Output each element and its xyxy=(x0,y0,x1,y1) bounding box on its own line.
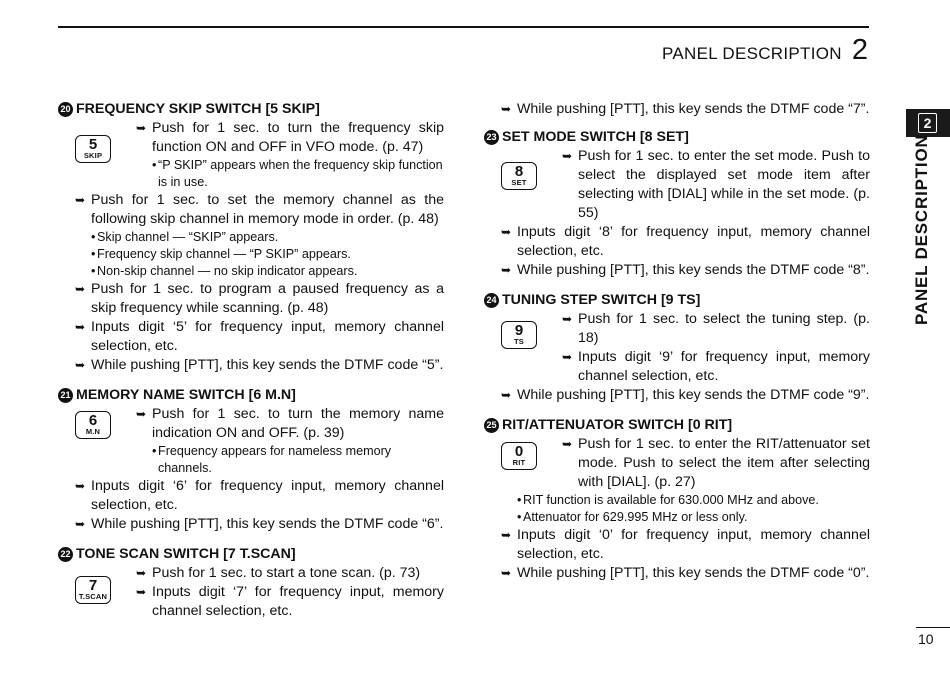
right-column xyxy=(484,100,870,583)
arrow-icon: ➥ xyxy=(562,350,573,364)
bullet-item: • “P SKIP” appears when the frequency skip function is in use. xyxy=(152,158,443,189)
list-item: ➥ Push for 1 sec. to select the tuning step. (p. 18) xyxy=(562,311,870,346)
section-heading: TONE SCAN SWITCH [7 T.SCAN] xyxy=(76,546,296,562)
side-tab-number: 2 xyxy=(918,113,937,133)
bullet-item: • Frequency skip channel — “P SKIP” appears. xyxy=(91,247,351,261)
section-title xyxy=(484,128,870,147)
list-item: ➥ Push for 1 sec. to enter the RIT/attenuator set mode. Push to select the item after selecting with [DIAL]. (p. 27) xyxy=(562,436,870,490)
list-item: ➥ Inputs digit ‘0’ for frequency input, memory channel selection, etc. xyxy=(501,527,870,562)
list-item: ➥ While pushing [PTT], this key sends the DTMF code “7”. xyxy=(501,101,870,117)
list-item: ➥ Inputs digit ‘6’ for frequency input, memory channel selection, etc. xyxy=(75,478,444,513)
key-5-skip-icon: 5 SKIP xyxy=(75,135,111,163)
bullet-item: • Attenuator for 629.995 MHz or less only. xyxy=(517,510,748,524)
section-heading: FREQUENCY SKIP SWITCH [5 SKIP] xyxy=(76,101,320,117)
list-item: ➥ While pushing [PTT], this key sends the DTMF code “9”. xyxy=(501,387,870,403)
list-item: ➥ Push for 1 sec. to turn the memory name indication ON and OFF. (p. 39) xyxy=(136,406,444,441)
list-item: ➥ Inputs digit ‘8’ for frequency input, memory channel selection, etc. xyxy=(501,224,870,259)
section-title xyxy=(484,416,870,435)
page-number: 10 xyxy=(918,631,934,647)
header-title: PANEL DESCRIPTION xyxy=(662,44,842,63)
circled-number: 24 xyxy=(484,293,499,308)
arrow-icon: ➥ xyxy=(75,358,86,372)
section-24 xyxy=(484,291,870,405)
list-item: ➥ While pushing [PTT], this key sends the DTMF code “8”. xyxy=(501,262,870,278)
list-item: ➥ Push for 1 sec. to turn the frequency skip function ON and OFF in VFO mode. (p. 47) xyxy=(136,120,444,155)
section-heading: MEMORY NAME SWITCH [6 M.N] xyxy=(76,387,296,403)
list-item: ➥ Push for 1 sec. to program a paused frequency as a skip frequency while scanning. (p. 48) xyxy=(75,281,444,316)
section-heading: SET MODE SWITCH [8 SET] xyxy=(502,129,689,145)
list-item: ➥ While pushing [PTT], this key sends the DTMF code “6”. xyxy=(75,516,444,532)
arrow-icon: ➥ xyxy=(501,102,512,116)
key-9-ts-icon: 9 TS xyxy=(501,321,537,349)
section-title xyxy=(58,386,444,405)
arrow-icon: ➥ xyxy=(562,312,573,326)
list-item: ➥ Inputs digit ‘7’ for frequency input, memory channel selection, etc. xyxy=(136,584,444,619)
arrow-icon: ➥ xyxy=(136,585,147,599)
arrow-icon: ➥ xyxy=(562,149,573,163)
section-title xyxy=(58,545,444,564)
arrow-icon: ➥ xyxy=(136,121,147,135)
list-item: ➥ Push for 1 sec. to set the memory channel as the following skip channel in memory mode in order. (p. 48) xyxy=(75,192,444,227)
section-22 xyxy=(58,545,444,621)
arrow-icon: ➥ xyxy=(136,566,147,580)
arrow-icon: ➥ xyxy=(501,263,512,277)
circled-number: 21 xyxy=(58,388,73,403)
section-25 xyxy=(484,416,870,583)
bullet-item: • Frequency appears for nameless memory channels. xyxy=(152,444,392,475)
arrow-icon: ➥ xyxy=(501,388,512,402)
arrow-icon: ➥ xyxy=(75,193,86,207)
section-heading: RIT/ATTENUATOR SWITCH [0 RIT] xyxy=(502,417,733,433)
section-title xyxy=(484,291,870,310)
key-7-tscan-icon: 7 T.SCAN xyxy=(75,576,111,604)
circled-number: 25 xyxy=(484,418,499,433)
list-item: ➥ While pushing [PTT], this key sends the DTMF code “5”. xyxy=(75,357,444,373)
list-item: ➥ Inputs digit ‘5’ for frequency input, memory channel selection, etc. xyxy=(75,319,444,354)
bullet-item: • Skip channel — “SKIP” appears. xyxy=(91,230,279,244)
section-20 xyxy=(58,100,444,375)
list-item: ➥ Push for 1 sec. to start a tone scan. (p. 73) xyxy=(136,565,421,581)
chapter-number: 2 xyxy=(851,34,868,66)
arrow-icon: ➥ xyxy=(136,407,147,421)
bullet-item: • RIT function is available for 630.000 MHz and above. xyxy=(517,493,819,507)
arrow-icon: ➥ xyxy=(75,479,86,493)
key-6-mn-icon: 6 M.N xyxy=(75,411,111,439)
circled-number: 23 xyxy=(484,130,499,145)
bullet-item: • Non-skip channel — no skip indicator appears. xyxy=(91,264,358,278)
arrow-icon: ➥ xyxy=(75,320,86,334)
section-title xyxy=(58,100,444,119)
arrow-icon: ➥ xyxy=(501,566,512,580)
arrow-icon: ➥ xyxy=(75,517,86,531)
key-8-set-icon: 8 SET xyxy=(501,162,537,190)
section-heading: TUNING STEP SWITCH [9 TS] xyxy=(502,292,701,308)
arrow-icon: ➥ xyxy=(75,282,86,296)
circled-number: 20 xyxy=(58,102,73,117)
key-0-rit-icon: 0 RIT xyxy=(501,442,537,470)
header-rule xyxy=(58,26,869,28)
arrow-icon: ➥ xyxy=(501,225,512,239)
section-21 xyxy=(58,386,444,534)
section-23 xyxy=(484,128,870,280)
circled-number: 22 xyxy=(58,547,73,562)
page-number-rule xyxy=(916,627,950,628)
list-item: ➥ While pushing [PTT], this key sends the DTMF code “0”. xyxy=(501,565,870,581)
arrow-icon: ➥ xyxy=(501,528,512,542)
arrow-icon: ➥ xyxy=(562,437,573,451)
page-header xyxy=(662,36,868,65)
list-item: ➥ Push for 1 sec. to enter the set mode. Push to select the displayed set mode item after selecting with [DIAL] while in the set mode. (p. 55) xyxy=(562,148,870,221)
side-tab-text: PANEL DESCRIPTION xyxy=(912,134,931,325)
list-item: ➥ Inputs digit ‘9’ for frequency input, memory channel selection, etc. xyxy=(562,349,870,384)
left-column xyxy=(58,100,444,621)
